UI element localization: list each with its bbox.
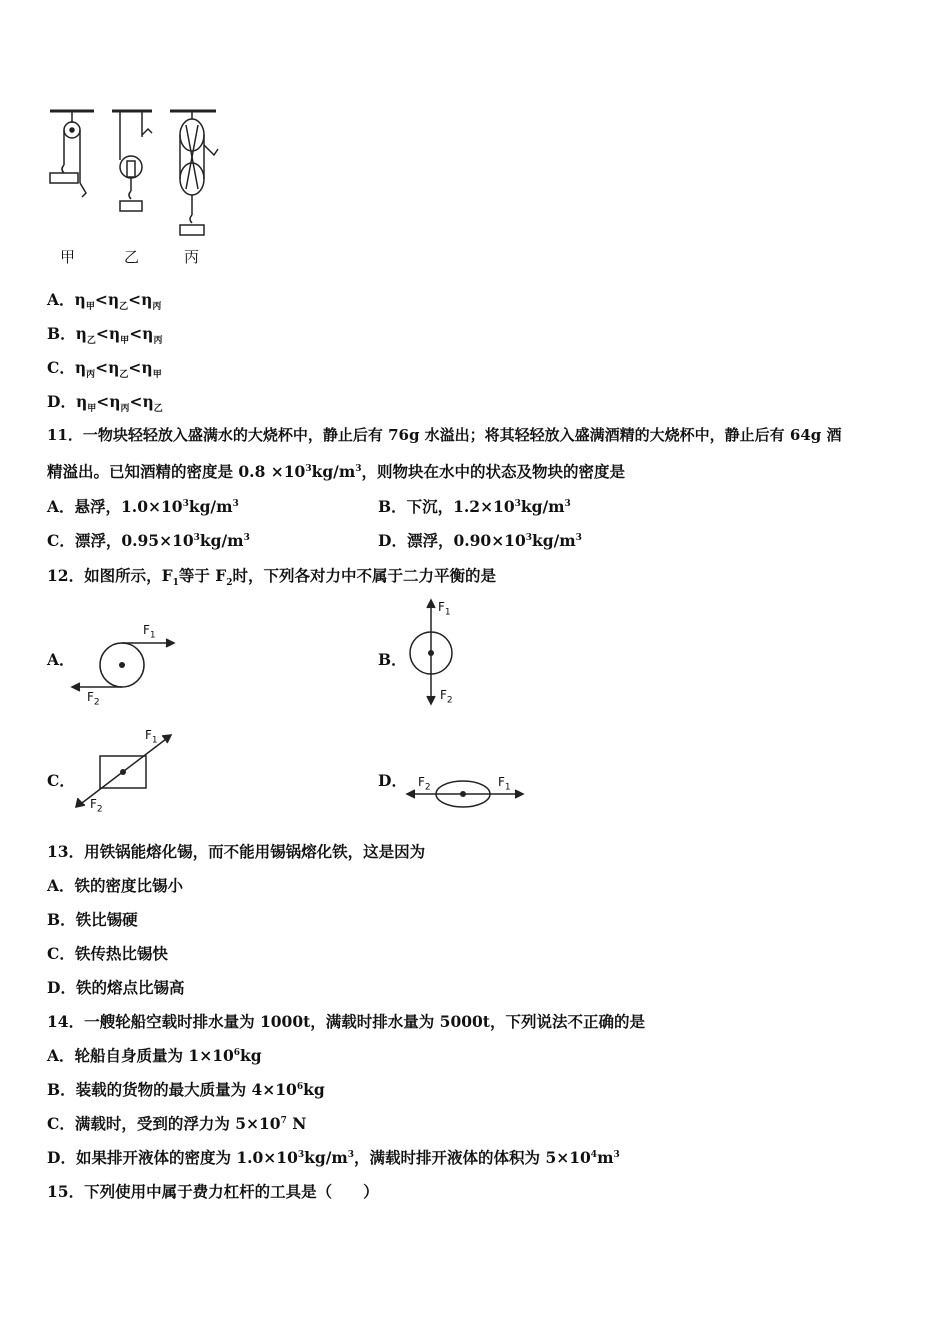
pulley-label-bing: 丙 <box>184 248 200 266</box>
q12-option-c-letter[interactable]: C． <box>47 771 75 790</box>
q15-stem: 15．下列使用中属于费力杠杆的工具是（ ） <box>47 1182 379 1201</box>
q11-option-b[interactable]: B．下沉，$1.2\times 10^3kg/m^3$ <box>378 497 571 516</box>
q11-stem-line2: 精溢出。已知酒精的密度是 $0.8 \times 10^3kg/m^3$，则物块在水中的状态及物块的密度是 <box>47 462 626 481</box>
q12-d-f1-label: $F_1$ <box>498 775 511 793</box>
q14-option-d[interactable]: D．如果排开液体的密度为 $1.0\times 10^3kg/m^3$，满载时排开液体的体积为 $5\times 10^4m^3$ <box>47 1148 620 1167</box>
q12-a-f1-label: $F_1$ <box>143 623 156 641</box>
q14-stem: 14．一艘轮船空载时排水量为 1000t，满载时排水量为 5000t，下列说法不正确的是 <box>47 1012 645 1031</box>
q10-option-a[interactable]: A．$\eta_甲<\eta_乙<\eta_丙$ <box>47 290 162 313</box>
q11-option-a[interactable]: A．悬浮，$1.0\times 10^3kg/m^3$ <box>47 497 239 516</box>
q12-c-f1-label: $F_1$ <box>145 728 158 746</box>
q12-figure-c <box>72 728 180 816</box>
q12-stem: 12．如图所示，$F_1$等于 $F_2$时，下列各对力中不属于二力平衡的是 <box>47 566 497 589</box>
q11-stem-line1: 11．一物块轻轻放入盛满水的大烧杯中，静止后有 76g 水溢出；将其轻轻放入盛满酒精的大烧杯中，静止后有 64g 酒 <box>47 426 842 444</box>
q12-c-f2-label: $F_2$ <box>90 797 103 815</box>
q10-option-d[interactable]: D．$\eta_甲<\eta_丙<\eta_乙$ <box>47 392 163 415</box>
q12-b-f1-label: $F_1$ <box>438 600 451 618</box>
q11-option-d[interactable]: D．漂浮，$0.90\times 10^3kg/m^3$ <box>378 531 582 550</box>
q13-option-b[interactable]: B．铁比锡硬 <box>47 910 138 929</box>
q12-a-f2-label: $F_2$ <box>87 690 100 708</box>
q12-option-d-letter[interactable]: D． <box>378 771 407 790</box>
q13-option-c[interactable]: C．铁传热比锡快 <box>47 944 168 963</box>
q12-option-b-letter[interactable]: B． <box>378 650 407 669</box>
pulley-label-jia: 甲 <box>60 248 76 266</box>
q14-option-a[interactable]: A．轮船自身质量为 $1\times 10^6kg$ <box>47 1046 262 1065</box>
q13-option-d[interactable]: D．铁的熔点比锡高 <box>47 978 185 997</box>
q13-stem: 13．用铁锅能熔化锡，而不能用锡锅熔化铁，这是因为 <box>47 842 426 861</box>
q14-option-b[interactable]: B．装载的货物的最大质量为 $4\times 10^6kg$ <box>47 1080 325 1099</box>
pulley-label-yi: 乙 <box>124 248 140 266</box>
q10-option-b[interactable]: B．$\eta_乙<\eta_甲<\eta_丙$ <box>47 324 163 347</box>
q13-option-a[interactable]: A．铁的密度比锡小 <box>47 876 184 895</box>
q12-option-a-letter[interactable]: A． <box>47 650 75 669</box>
q14-option-c[interactable]: C．满载时，受到的浮力为 $5\times 10^7$ N <box>47 1114 307 1133</box>
q12-b-f2-label: $F_2$ <box>440 688 453 706</box>
q12-d-f2-label: $F_2$ <box>418 775 431 793</box>
q12-figure-b <box>403 596 463 711</box>
q11-option-c[interactable]: C．漂浮，$0.95\times 10^3kg/m^3$ <box>47 531 250 550</box>
q10-option-c[interactable]: C．$\eta_丙<\eta_乙<\eta_甲$ <box>47 358 162 381</box>
